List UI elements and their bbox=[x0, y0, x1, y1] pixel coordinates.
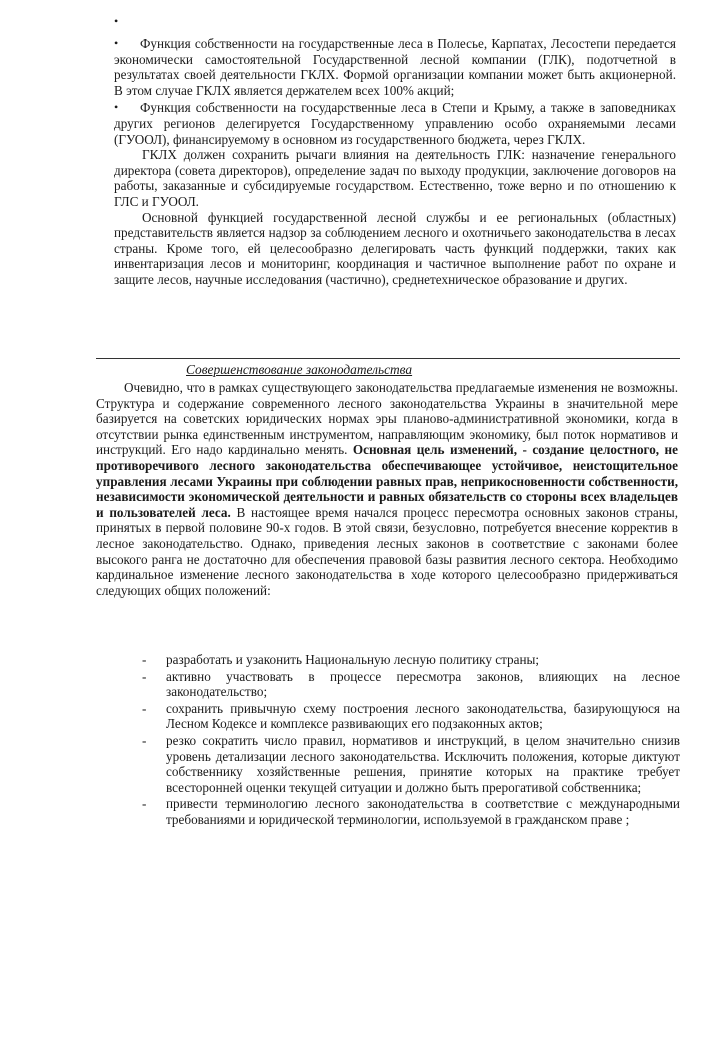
dash-marker: - bbox=[142, 732, 147, 748]
dash-marker: - bbox=[142, 668, 147, 684]
provisions-list bbox=[142, 652, 680, 829]
dash-marker: - bbox=[142, 652, 147, 667]
list-item-text: резко сократить число правил, нормативов и инструкций, в целом значительно снизив уровень детализации лесного законодательства. Исключить положения, которые диктуют собственнику хозяйственные решения, принятие которых на практике требует всесторонней оценки текущей ситуации и должно быть прерогативой собственника; bbox=[166, 732, 680, 795]
paragraph-forest-service: Основной функцией государственной лесной службы и ее региональных (областных) представительств является надзор за соблюдением лесного и охотничьего законодательства в лесах страны. Кроме того, ей целесообразно делегировать часть функций поддержки, таких как инвентаризация лесов и мониторинг, координация и частичное выполнение работ по охране и защите лесов, научные исследования (частично), среднетехническое образование и других. bbox=[114, 209, 676, 287]
paragraph-legislation bbox=[96, 380, 678, 598]
bullet-text: Функция собственности на государственные леса в Степи и Крыму, а также в заповедниках других регионов делегируется Государственному управлению особо охраняемыми лесами (ГУООЛ), финансируемому в основном из государственного бюджета, через ГКЛХ. bbox=[114, 100, 676, 147]
section-divider bbox=[96, 358, 680, 359]
paragraph-end: В настоящее время начался процесс пересмотра основных законов страны, принятых в первой половине 90-х годов. В этой связи, безусловно, потребуется внесение корректив в лесное законодательство. Однако, приведения лесных законов в соответствие с законами более высокого ранга не достаточно для обеспечения правовой базы развития лесного сектора. Необходимо кардинальное изменение лесного законодательства в ходе которого целесообразно придерживаться следующих общих положений: bbox=[96, 504, 678, 598]
bullet-marker: • bbox=[114, 36, 119, 50]
list-item bbox=[142, 796, 680, 827]
bullet-text: Функция собственности на государственные леса в Полесье, Карпатах, Лесостепи передается экономически самостоятельной Государственной лесной компании (ГЛК), подотчетной в результатах своей деятельности ГКЛХ. Формой организации компании может быть акционерной. В этом случае ГКЛХ является держателем всех 100% акций; bbox=[114, 36, 676, 98]
paragraph-start: Очевидно, что в рамках существующего законодательства предлагаемые изменения не возможны. Структура и содержание современного лесного законодательства Украины в значительной мере базируется на советских юридических нормах эры планово-административной экономики, когда в отсутствии рынка единственным инструментом, направляющим экономику, был поток нормативов и инструкций. Его надо кардинально менять. bbox=[96, 380, 678, 458]
list-item-text: сохранить привычную схему построения лесного законодательства, базирующуюся на Лесном Кодексе и комплексе развивающих его подзаконных актов; bbox=[166, 700, 680, 732]
section-heading: Совершенствование законодательства bbox=[186, 362, 413, 377]
bullet-marker: • bbox=[114, 100, 119, 115]
bullet-item-2 bbox=[114, 100, 676, 147]
list-item-text: разработать и узаконить Национальную лесную политику страны; bbox=[166, 652, 540, 667]
paragraph-gklh: ГКЛХ должен сохранить рычаги влияния на деятельность ГЛК: назначение генерального директора (совета директоров), определение задач по выходу продукции, заключение договоров на работы, заказанные и субсидируемые государством. Естественно, тоже верно и по отношению к ГЛС и ГУООЛ. bbox=[114, 147, 676, 209]
top-block bbox=[114, 36, 676, 288]
empty-bullet-marker: • bbox=[114, 14, 119, 28]
list-item bbox=[142, 701, 680, 732]
list-item bbox=[142, 669, 680, 700]
dash-marker: - bbox=[142, 700, 147, 716]
section-body bbox=[96, 380, 678, 598]
dash-marker: - bbox=[142, 796, 147, 812]
list-item-text: активно участвовать в процессе пересмотра законов, влияющих на лесное законодательство; bbox=[166, 668, 680, 700]
bullet-item-1 bbox=[114, 36, 676, 98]
paragraph-bold-goal: Основная цель изменений, - создание целостного, не противоречивого лесного законодательства обеспечивающее устойчивое, неистощительное управления лесами Украины при соблюдении равных прав, неприкосновенности собственности, независимости экономической деятельности и равных обязательств со стороны всех владельцев и пользователей леса. bbox=[96, 442, 678, 520]
list-item-text: привести терминологию лесного законодательства в соответствие с международными требованиями и юридической терминологии, используемой в гражданском праве ; bbox=[166, 796, 680, 827]
list-item bbox=[142, 652, 680, 668]
list-item bbox=[142, 733, 680, 795]
